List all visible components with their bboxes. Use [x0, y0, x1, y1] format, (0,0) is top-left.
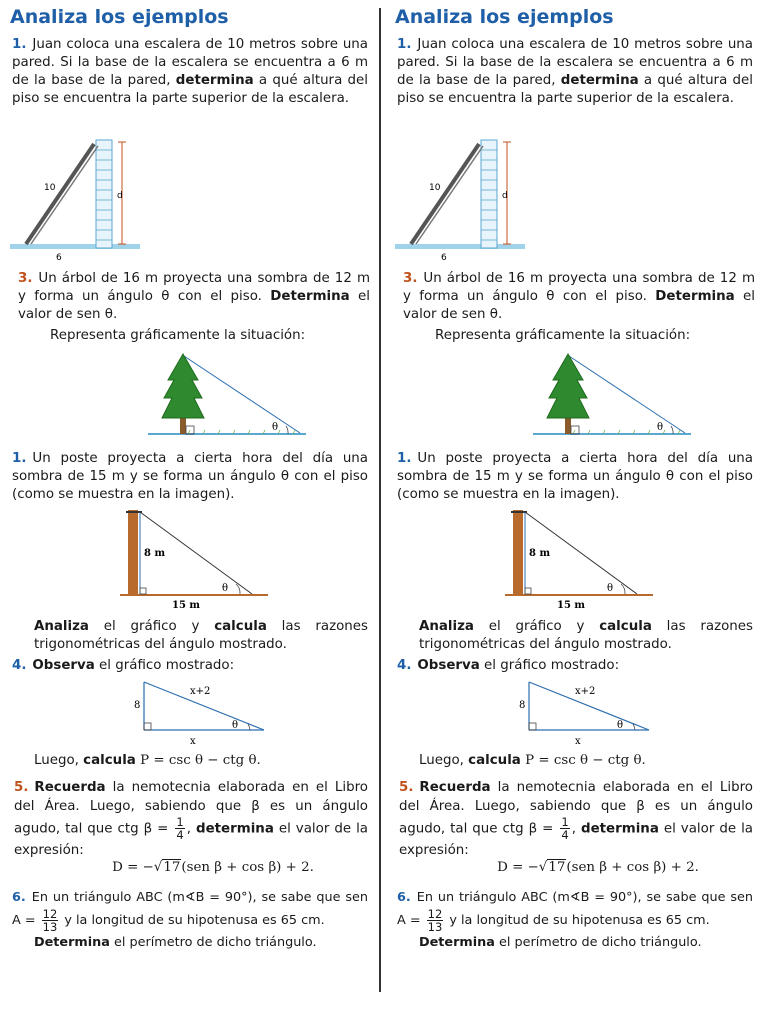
left-column — [8, 0, 372, 1024]
problem-text: Un árbol de 16 m proyecta una sombra de 12 m y forma un ángulo θ con el piso. — [18, 271, 370, 304]
problem-5 — [14, 778, 368, 860]
problem-1-pole — [397, 450, 753, 504]
problem-keyword: Determina — [34, 935, 110, 950]
denominator: 13 — [427, 920, 443, 934]
denominator: 4 — [176, 828, 184, 842]
problem-number: 5. — [14, 780, 29, 795]
ladder-length-label: 10 — [429, 183, 441, 193]
shadow-length-label: 15 m — [557, 600, 585, 611]
angle-label: θ — [657, 422, 664, 433]
problem-keyword-2: determina — [195, 821, 274, 837]
problem-keyword: Observa — [417, 658, 480, 673]
fraction — [175, 816, 184, 841]
height-label: d — [117, 191, 123, 201]
ladder-figure — [395, 132, 525, 262]
problem-text: Un árbol de 16 m proyecta una sombra de 12 m y forma un ángulo θ con el piso. — [403, 271, 755, 304]
problem-number: 6. — [397, 890, 411, 905]
instruction-text: Representa gráficamente la situación: — [50, 328, 306, 343]
problem-text-end: el valor de sen θ. — [18, 289, 370, 322]
problem-keyword: Recuerda — [419, 780, 491, 795]
shadow-length-label: 15 m — [172, 600, 200, 611]
problem-text-mid: y la longitud de su hipotenusa es 65 cm. — [60, 913, 325, 928]
problem-6 — [12, 888, 368, 953]
problem-text-end: el perímetro de dicho triángulo. — [109, 935, 317, 950]
problem-text-end: a qué altura del piso se encuentra la parte superior de la escalera. — [397, 73, 753, 106]
problem-number: 1. — [397, 451, 412, 466]
problem-text: Juan coloca una escalera de 10 metros sobre una pared. Si la base de la escalera se encuentra a 6 m de la base de la pared, — [397, 37, 753, 88]
problem-text-mid: y la longitud de su hipotenusa es 65 cm. — [445, 913, 710, 928]
problem-keyword: Recuerda — [34, 780, 106, 795]
pole-figure — [120, 508, 270, 614]
problem-keyword: determina — [175, 73, 254, 88]
denominator: 13 — [42, 920, 58, 934]
problem-text: el gráfico mostrado: — [479, 658, 620, 673]
problem-number: 3. — [403, 271, 418, 286]
tree-figure — [533, 350, 693, 440]
ladder-length-label: 10 — [44, 183, 56, 193]
hypotenuse-label: x+2 — [190, 686, 211, 697]
problem-1-ladder — [397, 36, 753, 108]
problem-1-ladder — [12, 36, 368, 108]
keyword-calcula: calcula — [83, 753, 136, 768]
denominator: 4 — [561, 828, 569, 842]
instruction-text-end: las razones trigonométricas del ángulo mostrado. — [34, 619, 368, 652]
keyword-calcula: calcula — [468, 753, 521, 768]
math-expression: P = csc θ − ctg θ. — [135, 753, 261, 768]
numerator: 12 — [42, 907, 58, 921]
problem-text-mid: , — [571, 821, 581, 837]
keyword-analiza: Analiza — [419, 619, 474, 634]
keyword-analiza: Analiza — [34, 619, 89, 634]
angle-label: θ — [232, 720, 239, 731]
angle-label: θ — [607, 583, 614, 594]
numerator: 12 — [427, 907, 443, 921]
problem-number: 5. — [399, 780, 414, 795]
calculate-expression — [419, 752, 753, 770]
expr-end: (sen β + cos β) + 2. — [181, 860, 314, 875]
side-label: 8 — [519, 700, 526, 711]
instruction-text: Representa gráficamente la situación: — [435, 328, 691, 343]
problem-text-end: el valor de sen θ. — [403, 289, 755, 322]
fraction — [42, 908, 59, 933]
instruction-text-end: las razones trigonométricas del ángulo mostrado. — [419, 619, 753, 652]
pole-height-label: 8 m — [529, 548, 551, 559]
problem-5 — [399, 778, 753, 860]
numerator: 1 — [176, 815, 184, 829]
problem-number: 6. — [12, 890, 26, 905]
sqrt-radicand: 17 — [163, 860, 181, 875]
problem-number: 3. — [18, 271, 33, 286]
problem-number: 1. — [12, 451, 27, 466]
problem-text: Un poste proyecta a cierta hora del día una sombra de 15 m y se forma un ángulo θ con el piso (como se muestra en la imagen). — [12, 451, 368, 502]
problem-number: 1. — [12, 37, 27, 52]
calc-text: Luego, — [419, 753, 469, 768]
angle-label: θ — [222, 583, 229, 594]
pole-figure — [505, 508, 655, 614]
problem-number: 1. — [397, 37, 412, 52]
instruction-text: el gráfico y — [88, 619, 215, 634]
problem-text-end: el perímetro de dicho triángulo. — [494, 935, 702, 950]
section-title: Analiza los ejemplos — [395, 6, 614, 28]
analysis-instruction — [34, 618, 368, 654]
problem-keyword: Determina — [655, 289, 735, 304]
ladder-figure — [10, 132, 140, 262]
numerator: 1 — [561, 815, 569, 829]
column-divider — [379, 8, 381, 992]
base-label: x — [575, 736, 581, 747]
problem-number: 4. — [12, 658, 27, 673]
instruction-text: el gráfico y — [473, 619, 600, 634]
problem-4 — [397, 657, 753, 675]
triangle-figure — [511, 676, 661, 748]
height-label: d — [502, 191, 508, 201]
base-label: 6 — [56, 253, 62, 262]
problem-text-end: el valor de la expresión: — [14, 821, 369, 858]
problem-text: En un triángulo ABC (m∢B = 90°), se sabe que sen A = — [397, 890, 753, 928]
problem-text: la nemotecnia elaborada en el Libro del Área. Luego, sabiendo que β es un ángulo agudo, tal que ctg β = — [14, 780, 368, 837]
tree-figure — [148, 350, 308, 440]
calculate-expression — [34, 752, 368, 770]
math-expression: P = csc θ − ctg θ. — [520, 753, 646, 768]
fraction — [560, 816, 569, 841]
angle-label: θ — [617, 720, 624, 731]
problem-text: el gráfico mostrado: — [94, 658, 235, 673]
triangle-figure — [126, 676, 276, 748]
sqrt-sign: √ — [153, 860, 163, 875]
keyword-calcula: calcula — [214, 619, 267, 634]
problem-6 — [397, 888, 753, 953]
expr-start: D = − — [497, 860, 539, 875]
base-label: x — [190, 736, 196, 747]
section-title: Analiza los ejemplos — [10, 6, 229, 28]
problem-keyword: Determina — [419, 935, 495, 950]
calc-text: Luego, — [34, 753, 84, 768]
side-label: 8 — [134, 700, 141, 711]
hypotenuse-label: x+2 — [575, 686, 596, 697]
expr-start: D = − — [112, 860, 154, 875]
problem-4 — [12, 657, 368, 675]
analysis-instruction — [419, 618, 753, 654]
problem-1-pole — [12, 450, 368, 504]
problem-text: Un poste proyecta a cierta hora del día una sombra de 15 m y se forma un ángulo θ con el piso (como se muestra en la imagen). — [397, 451, 753, 502]
problem-text-mid: , — [186, 821, 196, 837]
problem-3-tree — [18, 270, 370, 324]
keyword-calcula: calcula — [599, 619, 652, 634]
expression-D — [98, 860, 328, 875]
pole-height-label: 8 m — [144, 548, 166, 559]
expression-D — [483, 860, 713, 875]
problem-text-end: a qué altura del piso se encuentra la parte superior de la escalera. — [12, 73, 368, 106]
problem-text: la nemotecnia elaborada en el Libro del Área. Luego, sabiendo que β es un ángulo agudo, tal que ctg β = — [399, 780, 753, 837]
problem-text: En un triángulo ABC (m∢B = 90°), se sabe que sen A = — [12, 890, 368, 928]
base-label: 6 — [441, 253, 447, 262]
problem-keyword: Observa — [32, 658, 95, 673]
sqrt-sign: √ — [538, 860, 548, 875]
problem-text-end: el valor de la expresión: — [399, 821, 754, 858]
problem-number: 4. — [397, 658, 412, 673]
expr-end: (sen β + cos β) + 2. — [566, 860, 699, 875]
problem-3-tree — [403, 270, 755, 324]
sqrt-radicand: 17 — [548, 860, 566, 875]
right-column — [393, 0, 757, 1024]
angle-label: θ — [272, 422, 279, 433]
problem-keyword: Determina — [270, 289, 350, 304]
problem-keyword: determina — [560, 73, 639, 88]
problem-text: Juan coloca una escalera de 10 metros sobre una pared. Si la base de la escalera se encuentra a 6 m de la base de la pared, — [12, 37, 368, 88]
problem-keyword-2: determina — [580, 821, 659, 837]
fraction — [427, 908, 444, 933]
